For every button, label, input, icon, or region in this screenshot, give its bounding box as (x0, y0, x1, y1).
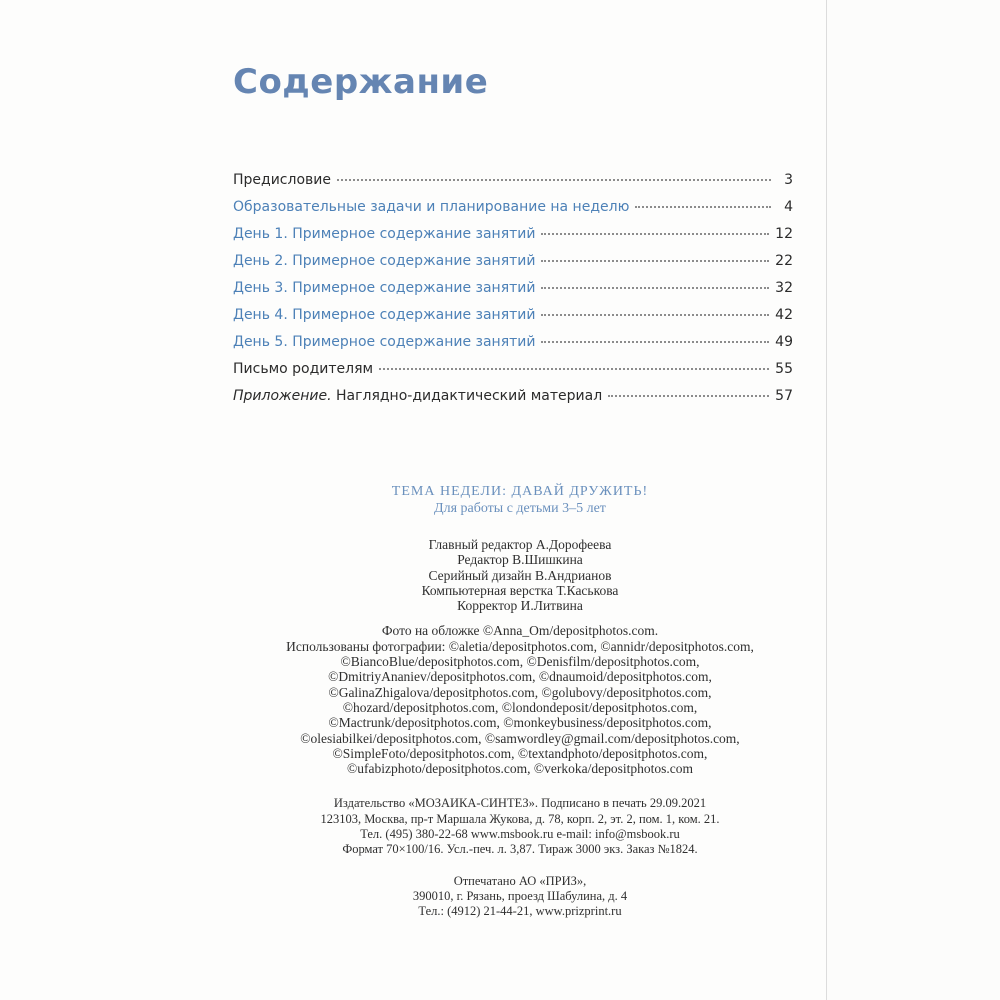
toc-entry-label: Предисловие (233, 172, 331, 188)
toc-entry-page: 4 (784, 199, 793, 215)
toc-entry-day-4 (233, 307, 793, 334)
printer-line: Тел.: (4912) 21-44-21, www.prizprint.ru (418, 904, 622, 919)
printer-line: 390010, г. Рязань, проезд Шабулина, д. 4 (412, 888, 628, 903)
toc-leader (541, 314, 769, 316)
toc-entry-label: День 1. Примерное содержание занятий (233, 226, 536, 242)
photo-credit-line: Фото на обложке ©Anna_Om/depositphotos.com. (381, 623, 659, 639)
toc-entry-page: 42 (775, 307, 793, 323)
credit-line: Редактор В.Шишкина (457, 552, 583, 568)
toc-entry-label-rest: Наглядно-дидактический материал (336, 388, 603, 404)
photo-credits (230, 623, 810, 776)
publisher-line: Формат 70×100/16. Усл.-печ. л. 3,87. Тираж 3000 экз. Заказ №1824. (342, 842, 698, 857)
toc-entry-label-italic: Приложение. (233, 388, 332, 404)
toc-leader (608, 395, 769, 397)
toc-entry-label: День 5. Примерное содержание занятий (233, 334, 536, 350)
toc-entry-label: Письмо родителям (233, 361, 374, 377)
credit-line: Главный редактор А.Дорофеева (428, 537, 612, 552)
credit-line: Корректор И.Литвина (457, 598, 583, 614)
toc-leader (337, 179, 771, 181)
printer-line: Отпечатано АО «ПРИЗ», (453, 873, 587, 888)
toc-entry-label: День 4. Примерное содержание занятий (233, 307, 536, 323)
toc-entry-day-2 (233, 253, 793, 280)
toc-leader (635, 206, 771, 208)
toc-entry-page: 55 (775, 361, 793, 377)
toc-entry-label: Образовательные задачи и планирование на неделю (233, 199, 630, 215)
toc-entry-page: 32 (775, 280, 793, 296)
toc-entry-foreword (233, 172, 793, 199)
toc-entry-label: День 2. Примерное содержание занятий (233, 253, 536, 269)
publisher-line: Тел. (495) 380-22-68 www.msbook.ru e-mail: info@msbook.ru (360, 827, 680, 842)
toc-entry-day-1 (233, 226, 793, 253)
photo-credit-line: ©SimpleFoto/depositphotos.com, ©textandphoto/depositphotos.com, (332, 745, 708, 761)
toc-title: Содержание (233, 62, 489, 102)
photo-credit-line: ©BiancoBlue/depositphotos.com, ©Denisfilm/depositphotos.com, (340, 654, 700, 670)
credit-line: Компьютерная верстка Т.Каськова (421, 582, 619, 598)
toc-list (233, 172, 793, 415)
imprint (230, 483, 810, 920)
credits (230, 537, 810, 613)
toc-entry-page: 22 (775, 253, 793, 269)
toc-entry-day-3 (233, 280, 793, 307)
theme-title: ТЕМА НЕДЕЛИ: ДАВАЙ ДРУЖИТЬ! (391, 484, 649, 499)
toc-entry-appendix (233, 388, 793, 415)
toc-entry-label (233, 388, 602, 404)
photo-credit-line: ©hozard/depositphotos.com, ©londondeposit/depositphotos.com, (342, 699, 698, 715)
toc-entry-page: 49 (775, 334, 793, 350)
photo-credit-line: ©ufabizphoto/depositphotos.com, ©verkoka/depositphotos.com (347, 761, 693, 777)
toc-entry-page: 12 (775, 226, 793, 242)
toc-entry-page: 57 (775, 388, 793, 404)
page-edge (826, 0, 1000, 1000)
toc-leader (379, 368, 769, 370)
toc-leader (541, 341, 769, 343)
photo-credit-line: ©DmitriyAnaniev/depositphotos.com, ©dnaumoid/depositphotos.com, (328, 669, 712, 685)
printer-info (230, 874, 810, 920)
publisher-line: 123103, Москва, пр-т Маршала Жукова, д. 78, корп. 2, эт. 2, пом. 1, ком. 21. (320, 811, 720, 826)
publisher-line: Издательство «МОЗАИКА-СИНТЕЗ». Подписано в печать 29.09.2021 (333, 796, 707, 811)
toc-leader (541, 260, 769, 262)
photo-credit-line: ©GalinaZhigalova/depositphotos.com, ©golubovy/depositphotos.com, (328, 684, 712, 700)
toc-entry-letter (233, 361, 793, 388)
toc-entry-page: 3 (784, 172, 793, 188)
photo-credit-line: ©olesiabilkei/depositphotos.com, ©samwordley@gmail.com/depositphotos.com, (300, 730, 740, 746)
photo-credit-line: Использованы фотографии: ©aletia/depositphotos.com, ©annidr/depositphotos.com, (286, 638, 754, 654)
toc-leader (541, 233, 769, 235)
toc-leader (541, 287, 769, 289)
toc-entry-label: День 3. Примерное содержание занятий (233, 280, 536, 296)
publisher-info (230, 796, 810, 857)
toc-entry-tasks (233, 199, 793, 226)
credit-line: Серийный дизайн В.Андрианов (428, 567, 612, 583)
photo-credit-line: ©Mactrunk/depositphotos.com, ©monkeybusiness/depositphotos.com, (328, 715, 712, 731)
theme-subtitle: Для работы с детьми 3–5 лет (434, 501, 606, 516)
toc-entry-day-5 (233, 334, 793, 361)
